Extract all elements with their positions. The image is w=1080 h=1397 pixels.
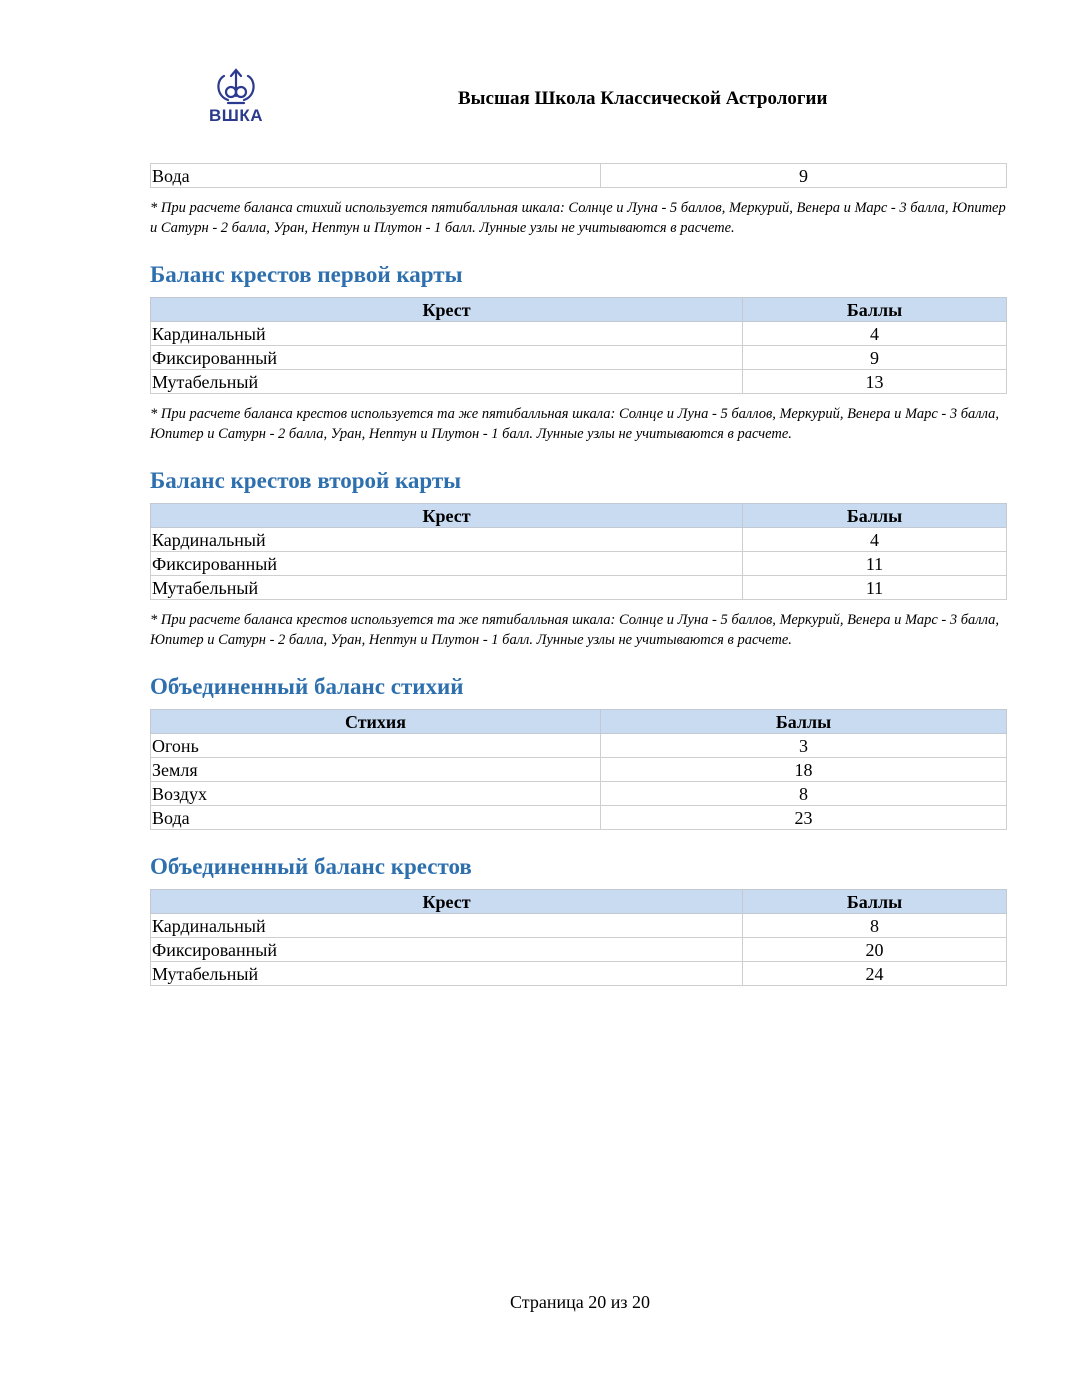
table-row xyxy=(151,576,1007,600)
footnote: * При расчете баланса крестов используется та же пятибалльная шкала: Солнце и Луна - 5 баллов, Меркурий, Венера и Марс - 3 балла, Юпитер и Сатурн - 2 балла, Уран, Нептун и Плутон - 1 балл. Лунные узлы не учитываются в расчете. xyxy=(150,612,999,648)
section-heading: Объединенный баланс крестов xyxy=(150,854,472,879)
row-value: 4 xyxy=(743,528,1007,552)
column-header: Баллы xyxy=(743,890,1007,914)
column-header: Баллы xyxy=(743,298,1007,322)
row-value: 8 xyxy=(743,914,1007,938)
row-value: 11 xyxy=(743,552,1007,576)
page-number: Страница 20 из 20 xyxy=(510,1292,650,1312)
row-label: Фиксированный xyxy=(151,938,743,962)
row-label: Огонь xyxy=(151,734,601,758)
row-value: 13 xyxy=(743,370,1007,394)
row-value: 23 xyxy=(601,806,1007,830)
school-logo xyxy=(206,66,266,128)
table-row xyxy=(151,552,1007,576)
crosses-table xyxy=(150,503,1007,600)
table-row xyxy=(151,734,1007,758)
row-label: Мутабельный xyxy=(151,576,743,600)
column-header: Крест xyxy=(151,890,743,914)
row-value: 20 xyxy=(743,938,1007,962)
table-header-row xyxy=(151,890,1007,914)
crosses-table xyxy=(150,297,1007,394)
row-label: Мутабельный xyxy=(151,962,743,986)
table-row xyxy=(151,782,1007,806)
table-row xyxy=(151,346,1007,370)
section-heading: Баланс крестов второй карты xyxy=(150,468,462,493)
column-header: Крест xyxy=(151,298,743,322)
table-header-row xyxy=(151,298,1007,322)
header-title: Высшая Школа Классической Астрологии xyxy=(458,88,828,109)
table-row xyxy=(151,322,1007,346)
section-heading: Объединенный баланс стихий xyxy=(150,674,464,699)
table-row xyxy=(151,806,1007,830)
table-header-row xyxy=(151,504,1007,528)
row-value: 4 xyxy=(743,322,1007,346)
row-label: Земля xyxy=(151,758,601,782)
row-label: Воздух xyxy=(151,782,601,806)
section-combined-crosses xyxy=(150,852,1007,986)
column-header: Крест xyxy=(151,504,743,528)
table-row xyxy=(151,938,1007,962)
elements-table xyxy=(150,709,1007,830)
table-row xyxy=(151,962,1007,986)
document-content xyxy=(150,163,1007,986)
row-label: Кардинальный xyxy=(151,914,743,938)
table-row xyxy=(151,164,1007,188)
section-first-chart-crosses xyxy=(150,260,1007,444)
row-label: Вода xyxy=(151,806,601,830)
row-label: Фиксированный xyxy=(151,552,743,576)
row-value: 18 xyxy=(601,758,1007,782)
table-header-row xyxy=(151,710,1007,734)
section-heading: Баланс крестов первой карты xyxy=(150,262,463,287)
elements-table-continued xyxy=(150,163,1007,188)
column-header: Стихия xyxy=(151,710,601,734)
row-value: 24 xyxy=(743,962,1007,986)
column-header: Баллы xyxy=(743,504,1007,528)
row-label: Кардинальный xyxy=(151,322,743,346)
row-label: Вода xyxy=(151,164,601,188)
footnote: * При расчете баланса крестов используется та же пятибалльная шкала: Солнце и Луна - 5 баллов, Меркурий, Венера и Марс - 3 балла, Юпитер и Сатурн - 2 балла, Уран, Нептун и Плутон - 1 балл. Лунные узлы не учитываются в расчете. xyxy=(150,406,999,442)
row-value: 11 xyxy=(743,576,1007,600)
row-label: Кардинальный xyxy=(151,528,743,552)
section-second-chart-crosses xyxy=(150,466,1007,650)
row-value: 9 xyxy=(601,164,1007,188)
table-row xyxy=(151,370,1007,394)
row-value: 8 xyxy=(601,782,1007,806)
column-header: Баллы xyxy=(601,710,1007,734)
table-row xyxy=(151,528,1007,552)
row-value: 9 xyxy=(743,346,1007,370)
row-label: Фиксированный xyxy=(151,346,743,370)
astrology-emblem-icon xyxy=(206,66,266,108)
table-row xyxy=(151,758,1007,782)
crosses-table xyxy=(150,889,1007,986)
logo-text: ВШКА xyxy=(208,106,263,125)
section-combined-elements xyxy=(150,672,1007,830)
footnote: * При расчете баланса стихий используется пятибалльная шкала: Солнце и Луна - 5 баллов, Меркурий, Венера и Марс - 3 балла, Юпитер и Сатурн - 2 балла, Уран, Нептун и Плутон - 1 балл. Лунные узлы не учитываются в расчете. xyxy=(150,200,1006,236)
row-value: 3 xyxy=(601,734,1007,758)
table-row xyxy=(151,914,1007,938)
row-label: Мутабельный xyxy=(151,370,743,394)
